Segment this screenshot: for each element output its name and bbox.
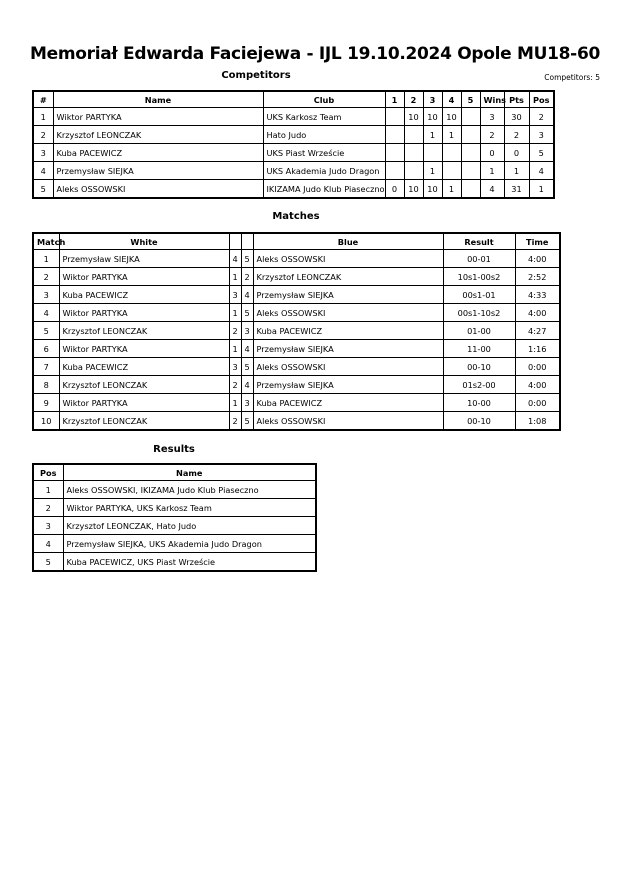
match-number: 5 <box>33 322 59 340</box>
competitor-number: 2 <box>33 126 53 144</box>
table-row <box>33 340 560 358</box>
score-cell <box>385 126 404 144</box>
match-result: 01-00 <box>443 322 515 340</box>
competitor-club: Hato Judo <box>263 126 385 144</box>
column-header: Pos <box>33 464 63 481</box>
white-seed: 3 <box>229 286 241 304</box>
result-name: Aleks OSSOWSKI, IKIZAMA Judo Klub Piaseczno <box>63 481 316 499</box>
wins-cell: 2 <box>480 126 504 144</box>
competitor-number: 1 <box>33 108 53 126</box>
blue-seed: 3 <box>241 394 253 412</box>
blue-competitor: Aleks OSSOWSKI <box>253 412 443 431</box>
blue-competitor: Krzysztof LEONCZAK <box>253 268 443 286</box>
column-header: Result <box>443 233 515 250</box>
column-header: Name <box>63 464 316 481</box>
table-row <box>33 322 560 340</box>
match-time: 4:33 <box>515 286 560 304</box>
score-cell <box>385 162 404 180</box>
competitors-heading: Competitors <box>221 70 291 81</box>
result-name: Kuba PACEWICZ, UKS Piast Wrzeście <box>63 553 316 572</box>
match-number: 3 <box>33 286 59 304</box>
white-seed: 2 <box>229 376 241 394</box>
result-name: Wiktor PARTYKA, UKS Karkosz Team <box>63 499 316 517</box>
competitors-header-row <box>33 91 554 108</box>
white-seed: 1 <box>229 268 241 286</box>
table-row <box>33 180 554 199</box>
match-time: 1:16 <box>515 340 560 358</box>
blue-seed: 5 <box>241 304 253 322</box>
match-number: 9 <box>33 394 59 412</box>
white-competitor: Przemysław SIEJKA <box>59 250 229 268</box>
score-cell: 10 <box>404 108 423 126</box>
table-row <box>33 376 560 394</box>
score-cell: 10 <box>423 108 442 126</box>
blue-seed: 4 <box>241 286 253 304</box>
white-competitor: Wiktor PARTYKA <box>59 340 229 358</box>
white-competitor: Kuba PACEWICZ <box>59 358 229 376</box>
blue-competitor: Przemysław SIEJKA <box>253 340 443 358</box>
competitor-number: 4 <box>33 162 53 180</box>
result-position: 5 <box>33 553 63 572</box>
match-result: 11-00 <box>443 340 515 358</box>
blue-competitor: Przemysław SIEJKA <box>253 286 443 304</box>
points-cell: 1 <box>504 162 529 180</box>
wins-cell: 1 <box>480 162 504 180</box>
white-competitor: Wiktor PARTYKA <box>59 268 229 286</box>
white-seed: 3 <box>229 358 241 376</box>
points-cell: 31 <box>504 180 529 199</box>
column-header: 4 <box>442 91 461 108</box>
blue-seed: 3 <box>241 322 253 340</box>
blue-competitor: Przemysław SIEJKA <box>253 376 443 394</box>
match-number: 4 <box>33 304 59 322</box>
column-header: 3 <box>423 91 442 108</box>
score-cell <box>461 126 480 144</box>
match-result: 01s2-00 <box>443 376 515 394</box>
score-cell <box>404 144 423 162</box>
column-header: White <box>59 233 229 250</box>
score-cell: 10 <box>423 180 442 199</box>
match-time: 4:00 <box>515 376 560 394</box>
white-competitor: Krzysztof LEONCZAK <box>59 412 229 431</box>
match-result: 00s1-01 <box>443 286 515 304</box>
competitor-club: UKS Karkosz Team <box>263 108 385 126</box>
competitor-name: Przemysław SIEJKA <box>53 162 263 180</box>
table-row <box>33 144 554 162</box>
match-result: 00-10 <box>443 358 515 376</box>
score-cell <box>442 162 461 180</box>
column-header: 2 <box>404 91 423 108</box>
points-cell: 2 <box>504 126 529 144</box>
white-seed: 1 <box>229 304 241 322</box>
column-header: 1 <box>385 91 404 108</box>
blue-seed: 2 <box>241 268 253 286</box>
match-time: 2:52 <box>515 268 560 286</box>
match-number: 10 <box>33 412 59 431</box>
wins-cell: 3 <box>480 108 504 126</box>
match-result: 00-10 <box>443 412 515 431</box>
competitor-number: 3 <box>33 144 53 162</box>
column-header <box>229 233 241 250</box>
competitor-name: Wiktor PARTYKA <box>53 108 263 126</box>
match-time: 4:00 <box>515 250 560 268</box>
score-cell: 0 <box>385 180 404 199</box>
results-header-row <box>33 464 316 481</box>
blue-competitor: Aleks OSSOWSKI <box>253 304 443 322</box>
result-position: 3 <box>33 517 63 535</box>
column-header: Blue <box>253 233 443 250</box>
blue-seed: 5 <box>241 412 253 431</box>
table-row <box>33 499 316 517</box>
column-header: Match <box>33 233 59 250</box>
score-cell: 1 <box>423 162 442 180</box>
table-row <box>33 162 554 180</box>
match-time: 4:27 <box>515 322 560 340</box>
table-row <box>33 412 560 431</box>
column-header: 5 <box>461 91 480 108</box>
table-row <box>33 108 554 126</box>
blue-competitor: Aleks OSSOWSKI <box>253 358 443 376</box>
column-header: Name <box>53 91 263 108</box>
table-row <box>33 394 560 412</box>
table-row <box>33 358 560 376</box>
result-name: Krzysztof LEONCZAK, Hato Judo <box>63 517 316 535</box>
score-cell <box>404 126 423 144</box>
match-result: 10s1-00s2 <box>443 268 515 286</box>
table-row <box>33 553 316 572</box>
competitors-count: Competitors: 5 <box>544 73 600 82</box>
table-row <box>33 250 560 268</box>
white-seed: 2 <box>229 412 241 431</box>
column-header: Time <box>515 233 560 250</box>
points-cell: 0 <box>504 144 529 162</box>
match-time: 0:00 <box>515 394 560 412</box>
blue-competitor: Kuba PACEWICZ <box>253 322 443 340</box>
score-cell <box>442 144 461 162</box>
white-competitor: Wiktor PARTYKA <box>59 394 229 412</box>
competitor-club: UKS Akademia Judo Dragon <box>263 162 385 180</box>
blue-competitor: Aleks OSSOWSKI <box>253 250 443 268</box>
score-cell <box>385 108 404 126</box>
score-cell <box>423 144 442 162</box>
blue-seed: 4 <box>241 340 253 358</box>
column-header: # <box>33 91 53 108</box>
competitor-name: Krzysztof LEONCZAK <box>53 126 263 144</box>
score-cell <box>461 144 480 162</box>
white-competitor: Kuba PACEWICZ <box>59 286 229 304</box>
white-seed: 2 <box>229 322 241 340</box>
competitors-table <box>32 90 555 199</box>
white-competitor: Krzysztof LEONCZAK <box>59 322 229 340</box>
competitor-name: Kuba PACEWICZ <box>53 144 263 162</box>
column-header: Club <box>263 91 385 108</box>
white-seed: 1 <box>229 394 241 412</box>
score-cell <box>385 144 404 162</box>
match-number: 7 <box>33 358 59 376</box>
position-cell: 5 <box>529 144 554 162</box>
competitor-name: Aleks OSSOWSKI <box>53 180 263 199</box>
result-name: Przemysław SIEJKA, UKS Akademia Judo Dragon <box>63 535 316 553</box>
score-cell: 10 <box>404 180 423 199</box>
column-header: Pts <box>504 91 529 108</box>
table-row <box>33 481 316 499</box>
position-cell: 3 <box>529 126 554 144</box>
white-competitor: Krzysztof LEONCZAK <box>59 376 229 394</box>
table-row <box>33 286 560 304</box>
table-row <box>33 517 316 535</box>
score-cell <box>461 162 480 180</box>
wins-cell: 0 <box>480 144 504 162</box>
match-time: 4:00 <box>515 304 560 322</box>
results-heading: Results <box>153 444 195 455</box>
result-position: 4 <box>33 535 63 553</box>
match-number: 8 <box>33 376 59 394</box>
blue-seed: 5 <box>241 358 253 376</box>
white-seed: 4 <box>229 250 241 268</box>
wins-cell: 4 <box>480 180 504 199</box>
match-number: 1 <box>33 250 59 268</box>
score-cell: 1 <box>442 126 461 144</box>
position-cell: 1 <box>529 180 554 199</box>
table-row <box>33 126 554 144</box>
competitor-number: 5 <box>33 180 53 199</box>
result-position: 1 <box>33 481 63 499</box>
matches-header-row <box>33 233 560 250</box>
match-result: 00s1-10s2 <box>443 304 515 322</box>
competitor-club: IKIZAMA Judo Klub Piaseczno <box>263 180 385 199</box>
results-table <box>32 463 317 572</box>
column-header: Wins <box>480 91 504 108</box>
blue-seed: 4 <box>241 376 253 394</box>
score-cell <box>461 108 480 126</box>
matches-heading: Matches <box>272 211 320 222</box>
match-number: 2 <box>33 268 59 286</box>
page-title: Memoriał Edwarda Faciejewa - IJL 19.10.2024 Opole MU18-60 <box>29 44 601 64</box>
column-header: Pos <box>529 91 554 108</box>
white-seed: 1 <box>229 340 241 358</box>
blue-competitor: Kuba PACEWICZ <box>253 394 443 412</box>
matches-table <box>32 232 561 431</box>
result-position: 2 <box>33 499 63 517</box>
score-cell: 1 <box>423 126 442 144</box>
score-cell <box>461 180 480 199</box>
competitor-club: UKS Piast Wrzeście <box>263 144 385 162</box>
position-cell: 2 <box>529 108 554 126</box>
score-cell <box>404 162 423 180</box>
score-cell: 10 <box>442 108 461 126</box>
position-cell: 4 <box>529 162 554 180</box>
match-result: 10-00 <box>443 394 515 412</box>
points-cell: 30 <box>504 108 529 126</box>
match-time: 1:08 <box>515 412 560 431</box>
match-result: 00-01 <box>443 250 515 268</box>
table-row <box>33 268 560 286</box>
match-number: 6 <box>33 340 59 358</box>
white-competitor: Wiktor PARTYKA <box>59 304 229 322</box>
column-header <box>241 233 253 250</box>
match-time: 0:00 <box>515 358 560 376</box>
table-row <box>33 535 316 553</box>
blue-seed: 5 <box>241 250 253 268</box>
table-row <box>33 304 560 322</box>
score-cell: 1 <box>442 180 461 199</box>
